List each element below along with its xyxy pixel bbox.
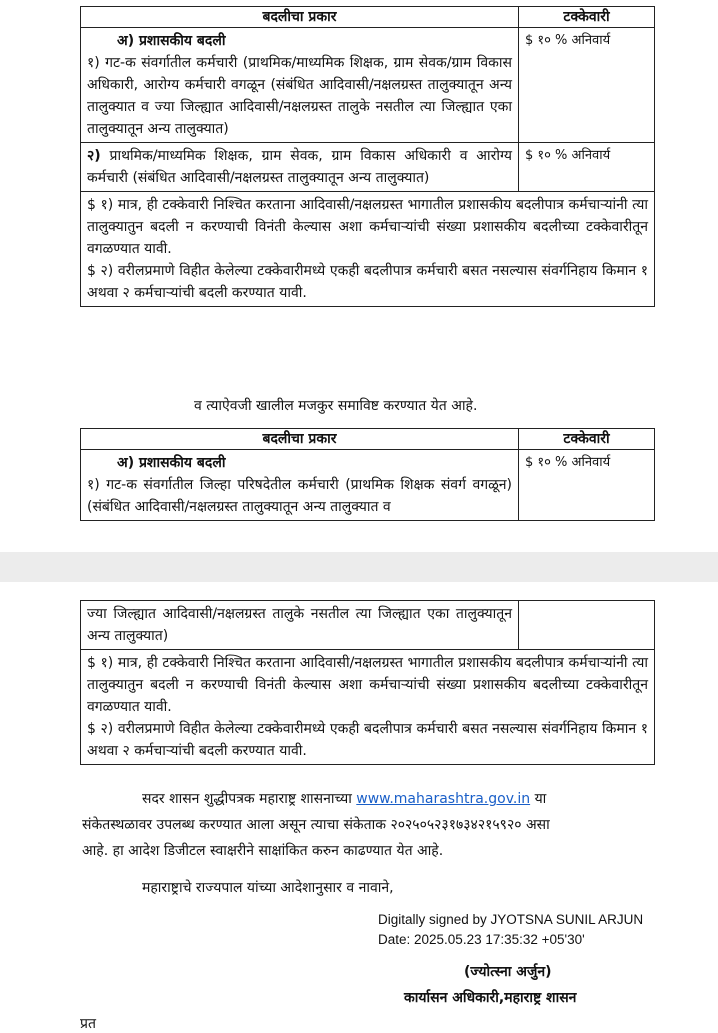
table-row: [81, 143, 655, 192]
table-row: [81, 450, 655, 521]
row1-text: १) गट-क संवर्गातील कर्मचारी (प्राथमिक/माध्यमिक शिक्षक, ग्राम सेवक/ग्राम विकास अधिकारी, आरोग्य कर्मचारी वगळून (संबंधित आदिवासी/नक्षलग्रस्त तालुक्यातून अन्य तालुक्यात व ज्या जिल्ह्यात आदिवासी/नक्षलग्रस्त तालुके नसतील त्या जिल्ह्यात एका तालुक्यातून अन्य तालुक्यात): [87, 55, 512, 137]
row2-number: २): [87, 148, 101, 164]
row1-description: [81, 28, 519, 143]
footer-line-1-text: सदर शासन शुद्धीपत्रक महाराष्ट्र शासनाच्या: [142, 791, 352, 807]
note-1: $ १) मात्र, ही टक्केवारी निश्चित करताना आदिवासी/नक्षलग्रस्त भागातील प्रशासकीय बदलीपात्र कर्मचाऱ्यांनी त्या तालुक्यातुन बदली न करण्याची विनंती केल्यास अशा कर्मचाऱ्यांची संख्या प्रशासकीय बदलीच्या टक्केवारीतून वगळण्यात यावी.: [87, 655, 648, 715]
row1-continued: ज्या जिल्ह्यात आदिवासी/नक्षलग्रस्त तालुके नसतील त्या जिल्ह्यात एका तालुक्यातून अन्य तालुक्यात): [81, 601, 519, 650]
table-row: [81, 601, 655, 650]
row1-percentage: $ १० % अनिवार्य: [519, 450, 655, 521]
header-transfer-type: बदलीचा प्रकार: [81, 7, 519, 28]
header-percentage: टक्केवारी: [519, 7, 655, 28]
section-label: अ) प्रशासकीय बदली: [117, 33, 226, 49]
table-header-row: [81, 429, 655, 450]
page-bottom: [0, 582, 718, 1032]
digital-signature-line-1: Digitally signed by JYOTSNA SUNIL ARJUN: [378, 912, 644, 927]
signatory-name: (ज्योत्स्ना अर्जुन): [464, 964, 552, 980]
governor-line: महाराष्ट्राचे राज्यपाल यांच्या आदेशानुसार व नावाने,: [142, 880, 394, 896]
table-original: [80, 6, 655, 307]
row1-text: १) गट-क संवर्गातील जिल्हा परिषदेतील कर्मचारी (प्राथमिक शिक्षक संवर्ग वगळून) (संबंधित आदिवासी/नक्षलग्रस्त तालुक्यातून अन्य तालुक्यात व: [87, 477, 512, 515]
notes-cell: [81, 192, 655, 307]
table-row: [81, 28, 655, 143]
replacement-intro: व त्याऐवजी खालील मजकुर समाविष्ट करण्यात येत आहे.: [194, 398, 478, 414]
row1-percentage-empty: [519, 601, 655, 650]
note-2: $ २) वरीलप्रमाणे विहीत केलेल्या टक्केवारीमध्ये एकही बदलीपात्र कर्मचारी बसत नसल्यास संवर्गनिहाय किमान १ अथवा २ कर्मचाऱ्यांची बदली करण्यात यावी.: [87, 721, 648, 759]
note-2: $ २) वरीलप्रमाणे विहीत केलेल्या टक्केवारीमध्ये एकही बदलीपात्र कर्मचारी बसत नसल्यास संवर्गनिहाय किमान १ अथवा २ कर्मचाऱ्यांची बदली करण्यात यावी.: [87, 263, 648, 301]
notes-cell: [81, 650, 655, 765]
table-header-row: [81, 7, 655, 28]
row1-percentage: $ १० % अनिवार्य: [519, 28, 655, 143]
note-1: $ १) मात्र, ही टक्केवारी निश्चित करताना आदिवासी/नक्षलग्रस्त भागातील प्रशासकीय बदलीपात्र कर्मचाऱ्यांनी त्या तालुक्यातुन बदली न करण्याची विनंती केल्यास अशा कर्मचाऱ्यांची संख्या प्रशासकीय बदलीच्या टक्केवारीतून वगळण्यात यावी.: [87, 197, 648, 257]
section-label: अ) प्रशासकीय बदली: [117, 455, 226, 471]
signatory-designation: कार्यासन अधिकारी,महाराष्ट्र शासन: [404, 990, 577, 1006]
footer-line-3: आहे. हा आदेश डिजीटल स्वाक्षरीने साक्षांकित करुन काढण्यात येत आहे.: [82, 843, 444, 859]
table-row: [81, 192, 655, 307]
page-gap: [0, 552, 718, 582]
website-link[interactable]: www.maharashtra.gov.in: [356, 791, 531, 807]
table-row: [81, 650, 655, 765]
row2-percentage: $ १० % अनिवार्य: [519, 143, 655, 192]
row1-description: [81, 450, 519, 521]
table-replacement: [80, 428, 655, 521]
row2-description: [81, 143, 519, 192]
header-percentage: टक्केवारी: [519, 429, 655, 450]
cut-off-text: प्रत: [80, 1016, 96, 1032]
footer-line-1: [142, 789, 546, 808]
table-replacement-continued: [80, 600, 655, 765]
header-transfer-type: बदलीचा प्रकार: [81, 429, 519, 450]
row2-text: प्राथमिक/माध्यमिक शिक्षक, ग्राम सेवक, ग्राम विकास अधिकारी व आरोग्य कर्मचारी (संबंधित आदिवासी/नक्षलग्रस्त तालुक्यातून अन्य तालुक्यात): [87, 148, 512, 186]
digital-signature-date: Date: 2025.05.23 17:35:32 +05'30': [378, 932, 585, 947]
footer-line-2: संकेतस्थळावर उपलब्ध करण्यात आला असून त्याचा संकेताक २०२५०५२३१७३४२१५९२० असा: [82, 817, 550, 833]
footer-line-1-end: या: [534, 791, 547, 807]
